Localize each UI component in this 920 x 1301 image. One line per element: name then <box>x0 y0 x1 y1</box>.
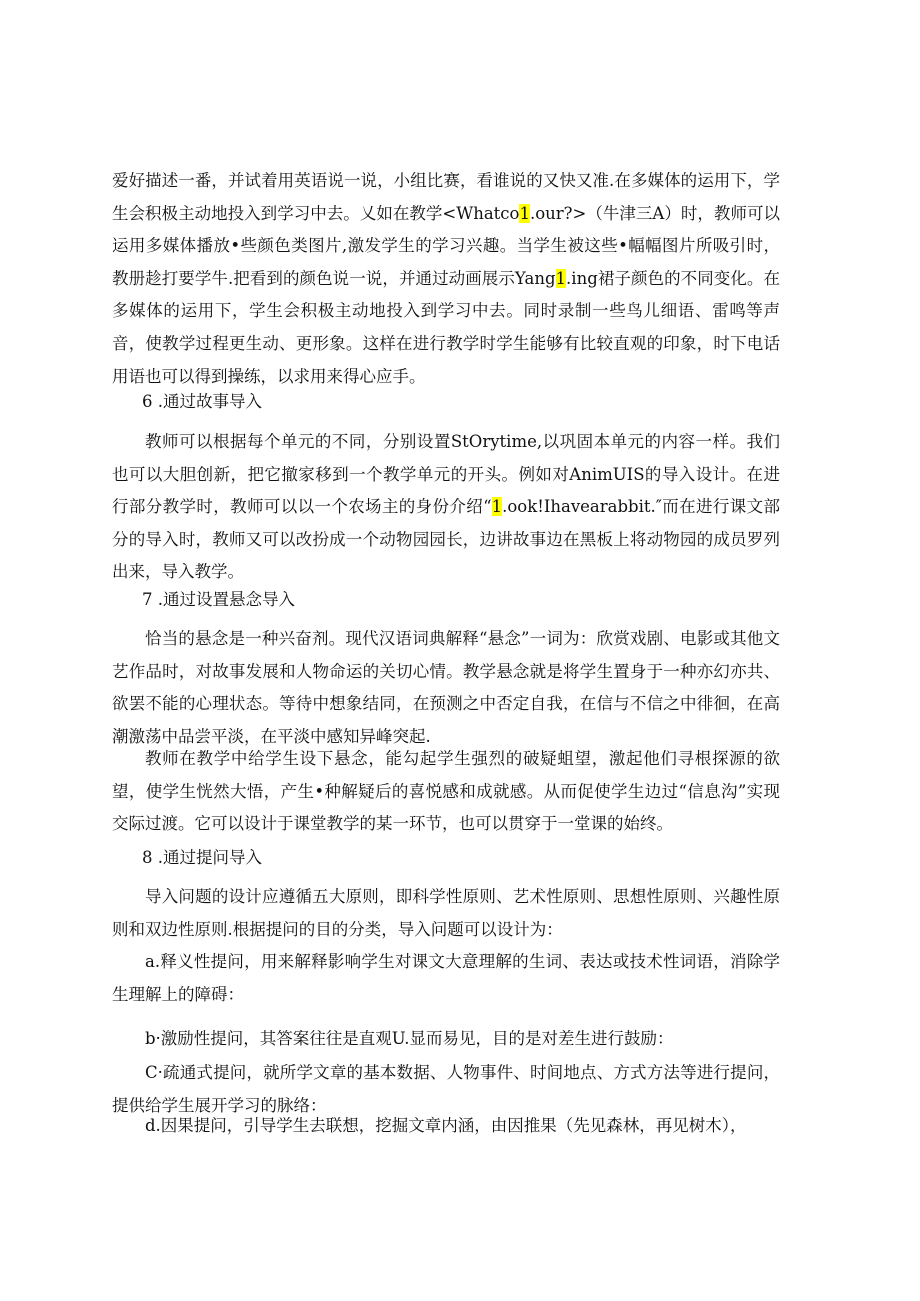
paragraph-question-b: b·激励性提问，其答案往往是直观U.显而易见，目的是对差生进行鼓励： <box>145 1029 674 1048</box>
highlighted-text: 1 <box>519 203 530 223</box>
paragraph-question-a: a.释义性提问，用来解释影响学生对课文大意理解的生词、表达或技术性词语，消除学生理解上的障碍： <box>112 952 780 1004</box>
paragraph-question-c: C·疏通式提问，就所学文章的基本数据、人物事件、时间地点、方式方法等进行提问，提供给学生展开学习的脉络： <box>112 1063 780 1115</box>
section-heading-6: 6 .通过故事导入 <box>142 392 262 411</box>
section-heading-7: 7 .通过设置悬念导入 <box>142 590 295 609</box>
paragraph-suspense-teaching: 教师在教学中给学生设下悬念，能勾起学生强烈的破疑蛆望，激起他们寻根探源的欲望，使学生恍然大悟，产生•种解疑后的喜悦感和成就感。从而促使学生边过“信息沟”实现交际过渡。它可以设计于课堂教学的某一环节，也可以贯穿于一堂课的始终。 <box>112 749 780 834</box>
section-heading-8: 8 .通过提问导入 <box>142 848 262 867</box>
highlighted-text: 1 <box>491 497 503 517</box>
paragraph-question-principles: 导入问题的设计应遵循五大原则，即科学性原则、艺术性原则、思想性原则、兴趣性原则和双边性原则.根据提问的目的分类，导入问题可以设计为： <box>112 887 780 939</box>
paragraph-question-d: d.因果提问，引导学生去联想，挖掘文章内涵，由因推果（先见森林，再见树木）， <box>145 1116 747 1135</box>
highlighted-text: 1 <box>555 268 567 288</box>
paragraph-story: 教师可以根据每个单元的不同，分别设置StOrytime,以巩固本单元的内容一样。我们也可以大胆创新，把它撤家移到一个教学单元的开头。例如对AnimUIS的导入设计。在进行部分教学时，教师可以以一个农场主的身份介绍“1.ook!Ihavearabbit.″而在进行课文部分的导入时，教师又可以改扮成一个动物园园长，边讲故事边在黑板上将动物园的成员罗列出来，导入教学。 <box>112 432 781 582</box>
paragraph-suspense-definition: 恰当的悬念是一种兴奋剂。现代汉语词典解释“悬念”一词为：欣赏戏剧、电影或其他文艺作品时，对故事发展和人物命运的关切心情。教学悬念就是将学生置身于一种亦幻亦共、欲罢不能的心理状态。等待中想象结同，在预测之中否定自我，在信与不信之中徘徊，在高潮激荡中品尝平淡，在平淡中感知异峰突起. <box>112 629 780 746</box>
paragraph-multimedia: 爱好描述一番，并试着用英语说一说，小组比赛，看谁说的又快又准.在多媒体的运用下，学生会积极主动地投入到学习中去。乂如在教学<Whatco1.our?>（牛津三A）时，教师可以运用多媒体播放•些颜色类图片,激发学生的学习兴趣。当学生被这些•幅幅图片所吸引时，教册趁打要学牛.把看到的颜色说一说，并通过动画展示Yang1.ing裙子颜色的不同变化。在多媒体的运用下，学生会积极主动地投入到学习中去。同时录制一些鸟儿细语、雷鸣等声音，使教学过程更生动、更形象。这样在进行教学时学生能够有比较直观的印象，时下电话用语也可以得到操练，以求用来得心应手。 <box>112 171 780 386</box>
